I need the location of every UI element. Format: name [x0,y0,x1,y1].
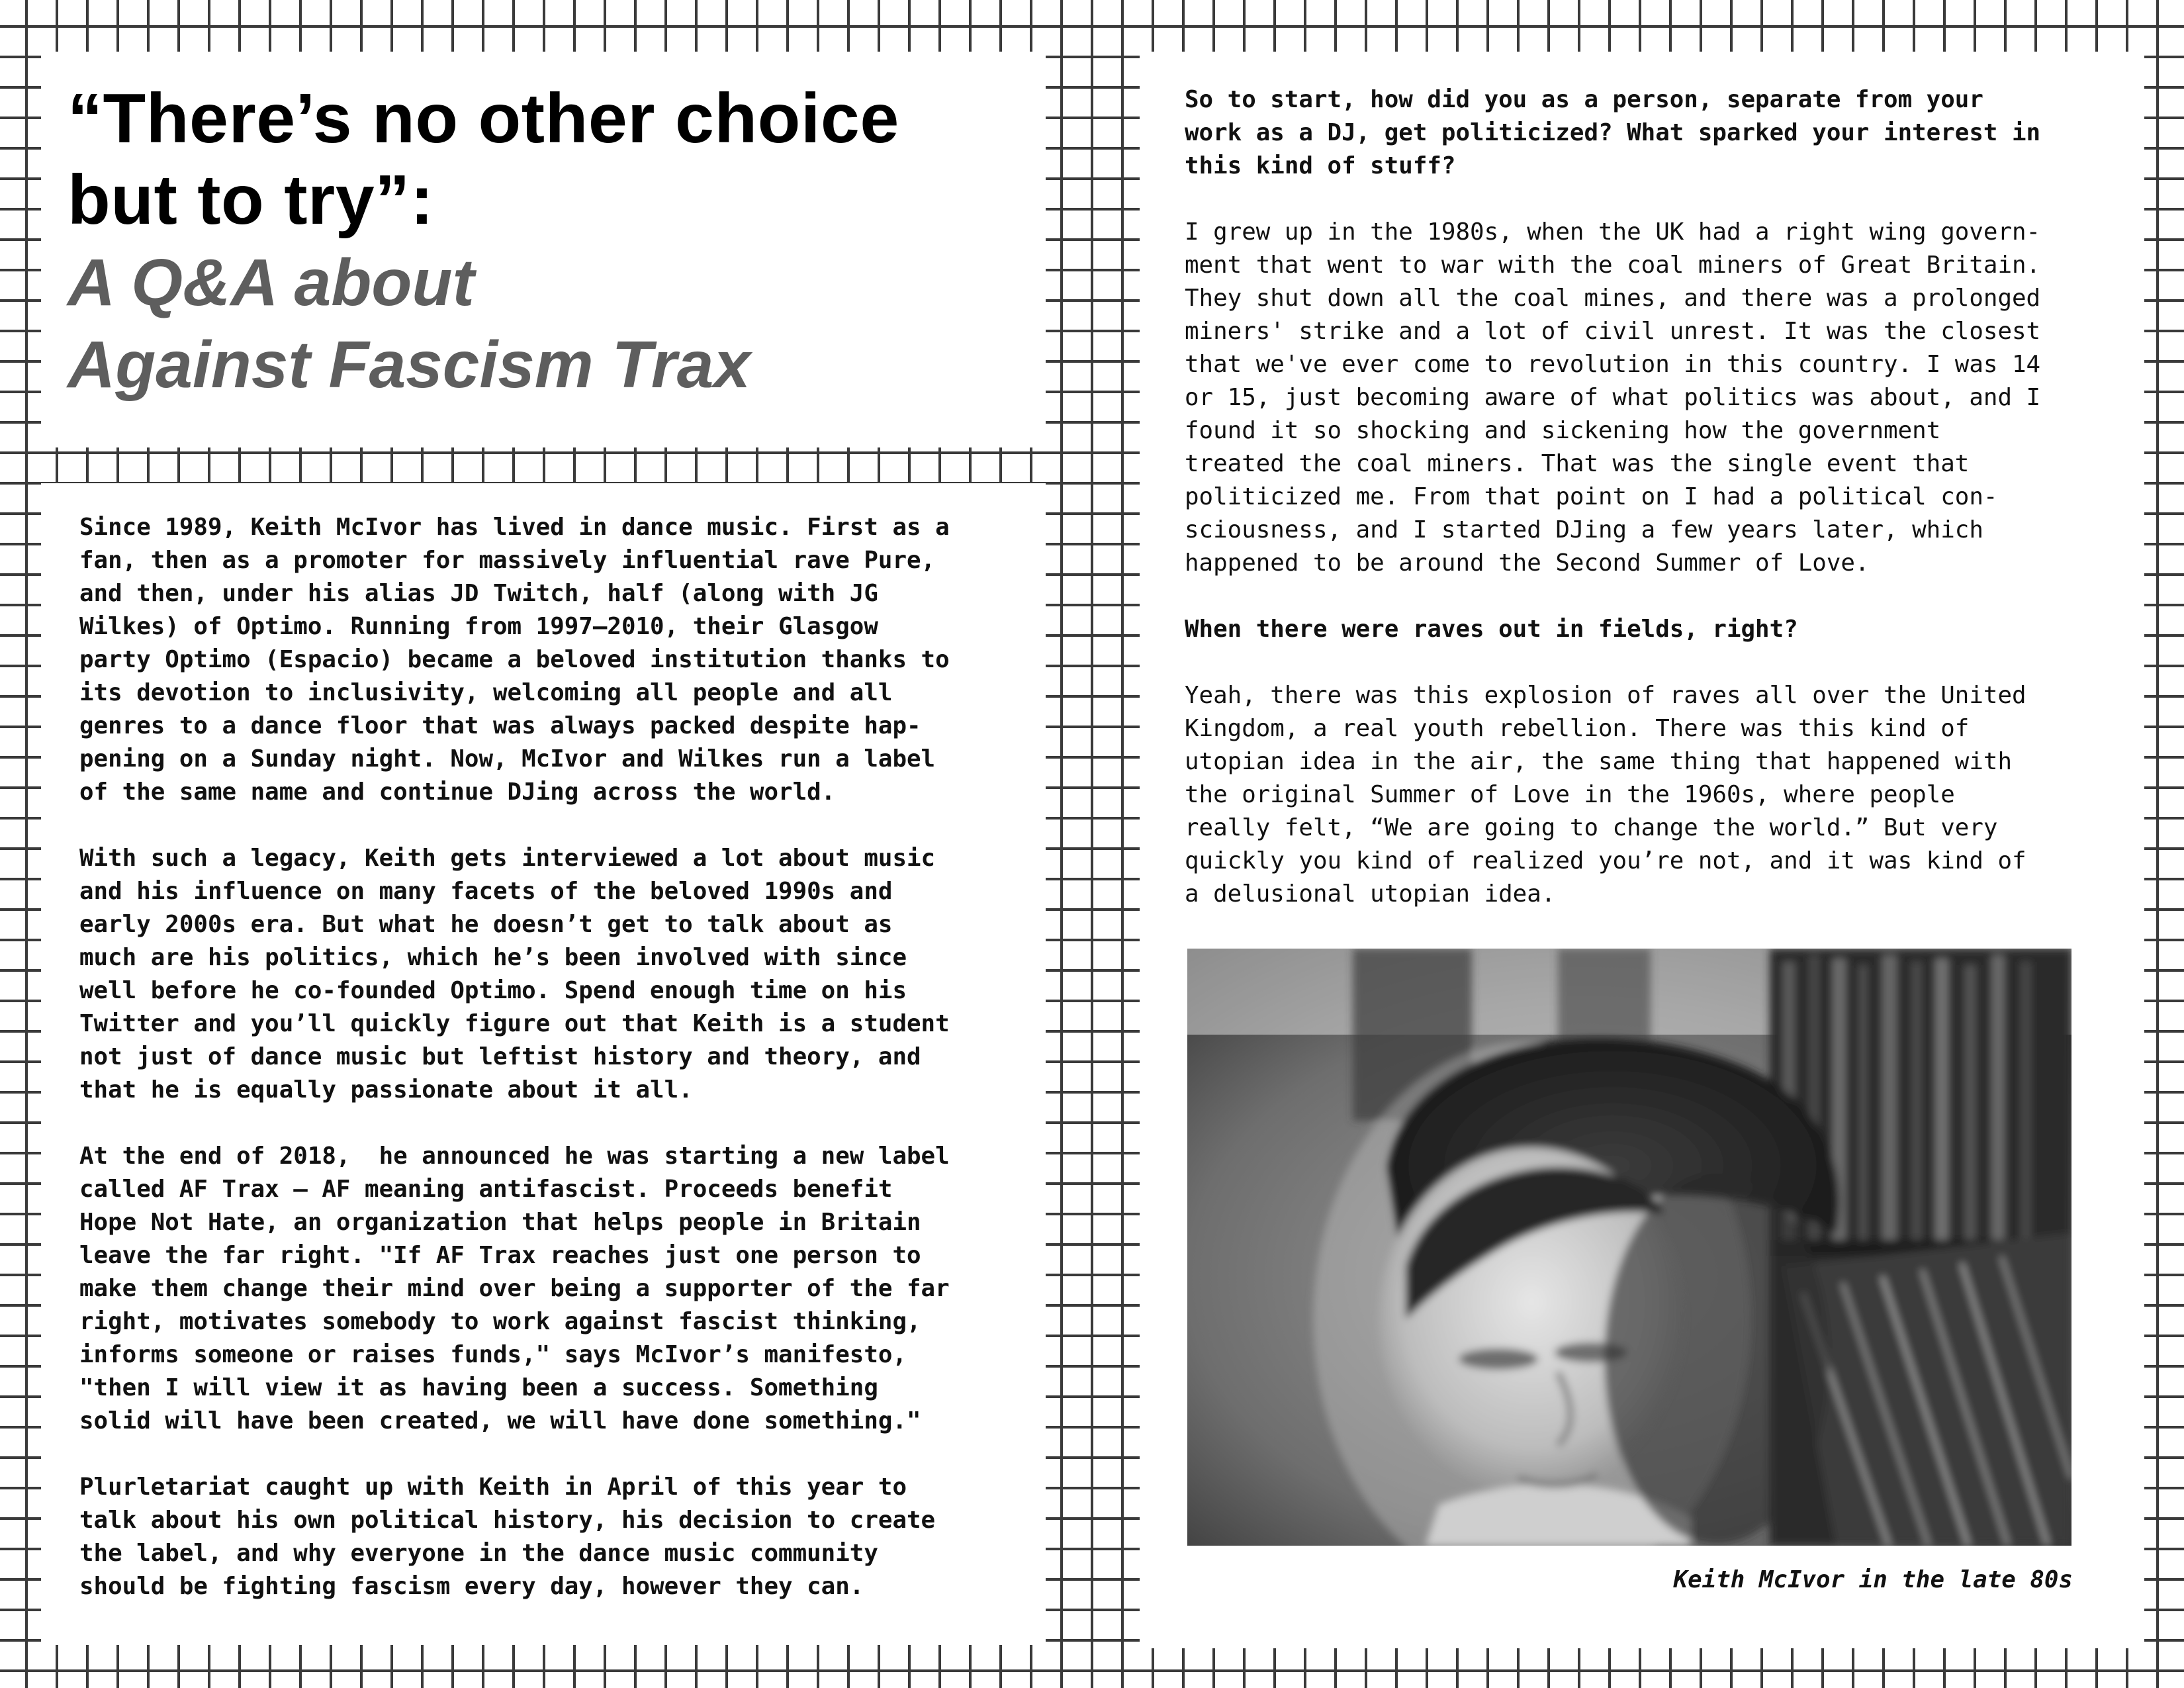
text-line: the label, and why everyone in the dance music community [79,1540,878,1567]
text-line: ment that went to war with the coal miners of Great Britain. [1185,252,2041,279]
text-line: should be fighting fascism every day, however they can. [79,1573,864,1600]
portrait-photo [1187,949,2071,1546]
text-line: work as a DJ, get politicized? What sparked your interest in [1185,119,2041,146]
text-line: happened to be around the Second Summer of Love. [1185,549,1870,577]
interview-question [1185,613,1798,646]
text-line: right, motivates somebody to work against fascist thinking, [79,1308,921,1335]
text-line: its devotion to inclusivity, welcoming all people and all [79,679,893,706]
intro-paragraph [79,1140,950,1438]
text-line: sciousness, and I started DJing a few years later, which [1185,516,1983,543]
text-line: not just of dance music but leftist history and theory, and [79,1043,921,1070]
text-line: So to start, how did you as a person, separate from your [1185,86,1983,113]
text-line: Yeah, there was this explosion of raves all over the United [1185,682,2026,709]
article-title [68,78,899,241]
text-line: At the end of 2018, he announced he was starting a new label [79,1143,950,1170]
text-line: utopian idea in the air, the same thing that happened with [1185,748,2012,775]
text-line: well before he co-founded Optimo. Spend enough time on his [79,977,907,1004]
text-line: make them change their mind over being a supporter of the far [79,1275,950,1302]
text-line: of the same name and continue DJing across the world. [79,778,836,806]
article-subtitle [68,242,751,406]
text-line: a delusional utopian idea. [1185,880,1556,908]
text-line: politicized me. From that point on I had a political con- [1185,483,1998,510]
title-panel [41,52,1046,447]
text-line: party Optimo (Espacio) became a beloved institution thanks to [79,646,950,673]
text-line: that he is equally passionate about it all. [79,1076,693,1103]
text-line: miners' strike and a lot of civil unrest. It was the closest [1185,318,2041,345]
text-line: early 2000s era. But what he doesn’t get to talk about as [79,911,893,938]
text-line: Hope Not Hate, an organization that helps people in Britain [79,1209,921,1236]
interview-question [1185,83,2040,183]
text-line: treated the coal miners. That was the single event that [1185,450,1970,477]
text-line: When there were raves out in fields, right? [1185,616,1798,643]
text-line: genres to a dance floor that was always packed despite hap- [79,712,921,739]
interview-answer [1185,679,2026,911]
text-line: leave the far right. "If AF Trax reaches just one person to [79,1242,921,1269]
text-line: Kingdom, a real youth rebellion. There was this kind of [1185,715,1970,742]
text-line: and his influence on many facets of the beloved 1990s and [79,878,893,905]
photo-caption: Keith McIvor in the late 80s [1673,1566,2073,1593]
text-line: pening on a Sunday night. Now, McIvor and Wilkes run a label [79,745,936,773]
text-line: quickly you kind of realized you’re not, and it was kind of [1185,847,2026,874]
intro-paragraph [79,511,950,809]
subtitle-line: Against Fascism Trax [68,328,751,402]
text-line: really felt, “We are going to change the world.” But very [1185,814,1998,841]
interview-answer [1185,216,2040,580]
text-line: Wilkes) of Optimo. Running from 1997–2010, their Glasgow [79,613,878,640]
title-line: “There’s no other choice [68,79,899,158]
text-line: that we've ever come to revolution in this country. I was 14 [1185,351,2041,378]
text-line: the original Summer of Love in the 1960s, where people [1185,781,1955,808]
portrait-photo-image [1187,949,2071,1546]
title-line: but to try”: [68,161,434,239]
text-line: called AF Trax — AF meaning antifascist. Proceeds benefit [79,1176,893,1203]
intro-paragraph [79,1471,935,1603]
text-line: They shut down all the coal mines, and there was a prolonged [1185,285,2041,312]
text-line: I grew up in the 1980s, when the UK had a right wing govern- [1185,218,2041,246]
text-line: and then, under his alias JD Twitch, half (along with JG [79,580,878,607]
text-line: "then I will view it as having been a success. Something [79,1374,878,1401]
text-line: With such a legacy, Keith gets interviewed a lot about music [79,845,936,872]
text-line: talk about his own political history, his decision to create [79,1507,936,1534]
text-line: Twitter and you’ll quickly figure out that Keith is a student [79,1010,950,1037]
text-line: much are his politics, which he’s been involved with since [79,944,907,971]
intro-paragraph [79,842,950,1107]
text-line: Plurletariat caught up with Keith in April of this year to [79,1474,907,1501]
text-line: this kind of stuff? [1185,152,1456,179]
interview-panel [1140,52,2144,1648]
text-line: solid will have been created, we will have done something." [79,1407,921,1434]
text-line: informs someone or raises funds," says McIvor’s manifesto, [79,1341,907,1368]
text-line: Since 1989, Keith McIvor has lived in dance music. First as a [79,514,950,541]
text-line: fan, then as a promoter for massively influential rave Pure, [79,547,936,574]
text-line: found it so shocking and sickening how the government [1185,417,1941,444]
text-line: or 15, just becoming aware of what politics was about, and I [1185,384,2041,411]
subtitle-line: A Q&A about [68,246,475,320]
intro-panel [41,483,1046,1645]
